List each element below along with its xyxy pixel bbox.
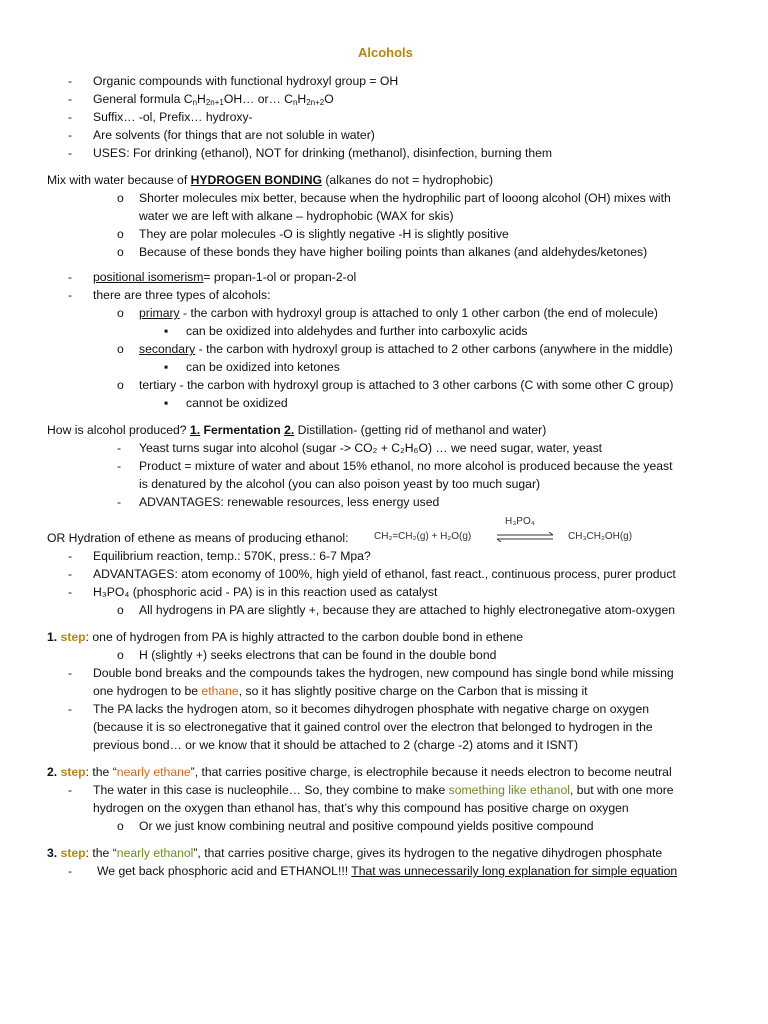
mix-point-1: Shorter molecules mix better, because when the hydrophilic part of looong alcohol (OH) mixes with [139, 191, 671, 205]
dash-bullet: - [68, 864, 73, 878]
step-2-a: The water in this case is nucleophile… So, they combine to make something like ethanol, but with one more [93, 783, 674, 797]
circle-bullet: o [117, 342, 124, 356]
dash-bullet: - [68, 783, 73, 797]
mix-heading: Mix with water because of HYDROGEN BONDING (alkanes do not = hydrophobic) [47, 173, 494, 187]
equation-reactants: CH₂=CH₂(g) + H₂O(g) [374, 531, 472, 542]
secondary-alcohol: secondary - the carbon with hydroxyl group is attached to 2 other carbons (anywhere in the middle) [139, 342, 673, 356]
mix-point-2: They are polar molecules -O is slightly negative -H is slightly positive [139, 227, 509, 241]
page-title: Alcohols [358, 45, 413, 60]
circle-bullet: o [117, 648, 124, 662]
hydration-point-3: H₃PO₄ (phosphoric acid - PA) is in this reaction used as catalyst [93, 585, 438, 599]
step-2-sub: Or we just know combining neutral and positive compound yields positive compound [139, 819, 594, 833]
step-1-c3: previous bond… or we know that it should be attached to 2 (charge -2) atoms and it ISNT) [93, 738, 579, 752]
ferment-point-2: Product = mixture of water and about 15% ethanol, no more alcohol is produced because the yeast [139, 459, 673, 473]
intro-line-1: Organic compounds with functional hydroxyl group = OH [93, 74, 399, 88]
step-1-a: Double bond breaks and the compounds takes the hydrogen, new compound has single bond while missing [93, 666, 674, 680]
circle-bullet: o [117, 819, 124, 833]
square-bullet: ▪ [164, 360, 169, 374]
dash-bullet: - [68, 128, 73, 142]
circle-bullet: o [117, 191, 124, 205]
circle-bullet: o [117, 245, 124, 259]
dash-bullet: - [68, 270, 73, 284]
step-1-sub: H (slightly +) seeks electrons that can be found in the double bond [139, 648, 497, 662]
primary-oxidation: can be oxidized into aldehydes and further into carboxylic acids [186, 324, 528, 338]
circle-bullet: o [117, 306, 124, 320]
intro-line-2: Suffix… -ol, Prefix… hydroxy- [93, 110, 253, 124]
tertiary-alcohol: tertiary - the carbon with hydroxyl group is attached to 3 other carbons (C with some other C group) [139, 378, 674, 392]
positional-isomerism: positional isomerism= propan-1-ol or propan-2-ol [93, 270, 357, 284]
intro-line-3: Are solvents (for things that are not soluble in water) [93, 128, 375, 142]
hydration-point-4: All hydrogens in PA are slightly +, because they are attached to highly electronegative atom-oxygen [139, 603, 676, 617]
dash-bullet: - [68, 146, 73, 160]
tertiary-oxidation: cannot be oxidized [186, 396, 288, 410]
dash-bullet: - [68, 549, 73, 563]
step-2: 2. step: the “nearly ethane”, that carries positive charge, is electrophile because it needs electron to become neutral [47, 765, 672, 779]
mix-point-3: Because of these bonds they have higher boiling points than alkanes (and aldehydes/ketones) [139, 245, 648, 259]
step-3-a: We get back phosphoric acid and ETHANOL!!! That was unnecessarily long explanation for simple equation [97, 864, 678, 878]
circle-bullet: o [117, 603, 124, 617]
dash-bullet: - [68, 92, 73, 106]
intro-line-4: USES: For drinking (ethanol), NOT for drinking (methanol), disinfection, burning them [93, 146, 553, 160]
general-formula: General formula $C_nH_{2n+1}OH\dots$ or… $C_nH_{2n+2}O$ [93, 92, 334, 107]
dash-bullet: - [68, 288, 73, 302]
primary-alcohol: primary - the carbon with hydroxyl group is attached to only 1 other carbon (the end of molecule) [139, 306, 658, 320]
dash-bullet: - [68, 110, 73, 124]
step-1-c1: The PA lacks the hydrogen atom, so it becomes dihydrogen phosphate with negative charge on oxygen [93, 702, 650, 716]
mix-point-1-cont: water we are left with alkane – hydrophobic (WAX for skis) [139, 209, 454, 223]
ferment-advantages: ADVANTAGES: renewable resources, less energy used [139, 495, 440, 509]
step-3: 3. step: the “nearly ethanol”, that carries positive charge, gives its hydrogen to the negative dihydrogen phosphate [47, 846, 663, 860]
dash-bullet: - [68, 585, 73, 599]
hydration-point-2: ADVANTAGES: atom economy of 100%, high yield of ethanol, fast react., continuous process, purer product [93, 567, 676, 581]
step-2-b: hydrogen on the oxygen than ethanol has, that’s why this compound has positive charge on oxygen [93, 801, 629, 815]
step-1-c2: (because it is so electronegative that it gained control over the electron that belonged to hydrogen in the [93, 720, 653, 734]
dash-bullet: - [117, 459, 122, 473]
circle-bullet: o [117, 378, 124, 392]
secondary-oxidation: can be oxidized into ketones [186, 360, 340, 374]
circle-bullet: o [117, 227, 124, 241]
dash-bullet: - [68, 567, 73, 581]
types-intro: there are three types of alcohols: [93, 288, 271, 302]
hydration-heading: OR Hydration of ethene as means of producing ethanol: [47, 531, 349, 545]
equilibrium-arrow-icon [495, 532, 557, 542]
ferment-point-2-cont: is denatured by the alcohol (you can also poison yeast by too much sugar) [139, 477, 541, 491]
ferment-point-1: Yeast turns sugar into alcohol (sugar -> CO₂ + C₂H₆O) … we need sugar, water, yeast [139, 441, 603, 455]
square-bullet: ▪ [164, 396, 169, 410]
dash-bullet: - [68, 702, 73, 716]
step-1: 1. step: one of hydrogen from PA is highly attracted to the carbon double bond in ethene [47, 630, 524, 644]
dash-bullet: - [68, 666, 73, 680]
dash-bullet: - [117, 441, 122, 455]
equation-catalyst: H₃PO₄ [505, 516, 535, 527]
step-1-b: one hydrogen to be ethane, so it has slightly positive charge on the Carbon that is missing it [93, 684, 588, 698]
hydration-point-1: Equilibrium reaction, temp.: 570K, press.: 6-7 Mpa? [93, 549, 371, 563]
dash-bullet: - [68, 74, 73, 88]
dash-bullet: - [117, 495, 122, 509]
equation-product: CH₃CH₂OH(g) [568, 531, 633, 542]
square-bullet: ▪ [164, 324, 169, 338]
production-heading: How is alcohol produced? 1. Fermentation 2. Distillation- (getting rid of methanol and water) [47, 423, 547, 437]
